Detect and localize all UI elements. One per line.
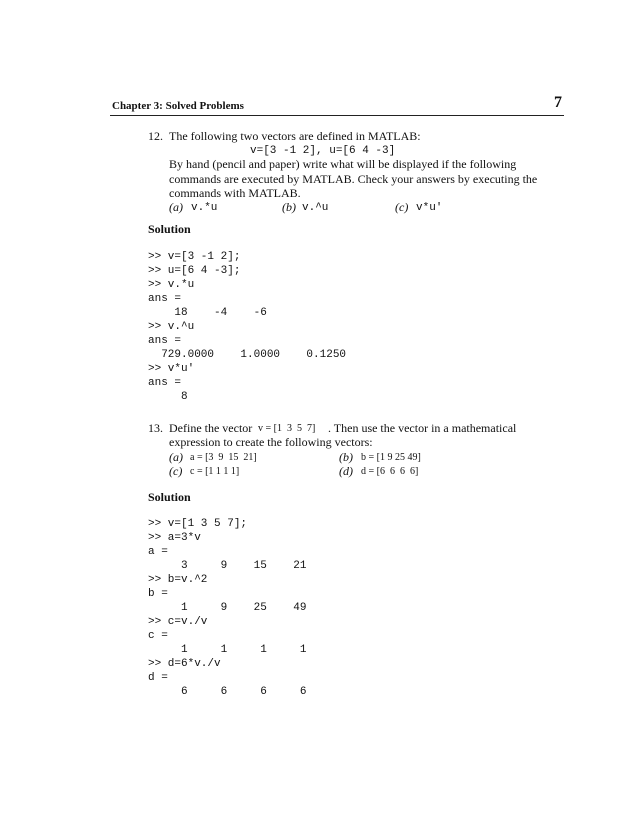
code-line: 6 6 6 6 — [148, 686, 307, 698]
problem-12-solution-heading: Solution — [148, 222, 191, 236]
page-header — [110, 94, 564, 116]
problem-12-part-a-command: v.*u — [191, 202, 218, 214]
code-line: >> u=[6 4 -3]; — [148, 265, 241, 277]
problem-12-line-1: The following two vectors are defined in MATLAB: — [169, 129, 421, 143]
page-number: 7 — [554, 94, 562, 111]
code-line: 729.0000 1.0000 0.1250 — [148, 349, 347, 361]
problem-12-part-b-command: v.^u — [302, 202, 329, 214]
code-line: ans = — [148, 377, 182, 389]
code-line: 3 9 15 21 — [148, 560, 307, 572]
problem-13-line-1-end: . Then use the vector in a mathematical — [328, 421, 517, 435]
chapter-title: Chapter 3: Solved Problems — [112, 100, 244, 112]
problem-12-line-3: commands are executed by MATLAB. Check your answers by executing the — [169, 172, 538, 186]
code-line: ans = — [148, 293, 182, 305]
code-line: >> v=[1 3 5 7]; — [148, 518, 248, 530]
problem-12-line-2: By hand (pencil and paper) write what will be displayed if the following — [169, 157, 517, 171]
code-line: 18 -4 -6 — [148, 307, 267, 319]
code-line: >> c=v./v — [148, 616, 208, 628]
problem-13-part-d-letter: (d) — [339, 464, 353, 478]
problem-13-number: 13. — [148, 421, 163, 435]
problem-13-solution-heading: Solution — [148, 490, 191, 504]
code-line: 1 9 25 49 — [148, 602, 307, 614]
code-line: 8 — [148, 391, 188, 403]
code-line: >> v.*u — [148, 279, 195, 291]
problem-13-line-1-start: Define the vector — [169, 421, 253, 435]
problem-13-part-b-expression: b = [1 9 25 49] — [361, 452, 421, 463]
problem-12-part-b-letter: (b) — [282, 200, 296, 214]
problem-13-line-2: expression to create the following vectors: — [169, 435, 373, 449]
problem-12-part-c-command: v*u' — [416, 202, 443, 214]
problem-13-part-a-letter: (a) — [169, 450, 183, 464]
problem-12-part-c-letter: (c) — [395, 200, 409, 214]
code-line: 1 1 1 1 — [148, 644, 307, 656]
code-line: >> v.^u — [148, 321, 195, 333]
code-line: d = — [148, 672, 168, 684]
problem-13-vector-v: v = [1 3 5 7] — [258, 423, 316, 434]
problem-13-part-c-letter: (c) — [169, 464, 183, 478]
problem-13-part-d-expression: d = [6 6 6 6] — [361, 466, 419, 477]
problem-12-line-4: commands with MATLAB. — [169, 186, 301, 200]
code-line: >> b=v.^2 — [148, 574, 208, 586]
code-line: ans = — [148, 335, 182, 347]
code-line: c = — [148, 630, 168, 642]
code-line: >> a=3*v — [148, 532, 201, 544]
code-line: >> v*u' — [148, 363, 195, 375]
code-line: b = — [148, 588, 168, 600]
problem-13-part-c-expression: c = [1 1 1 1] — [190, 466, 240, 477]
problem-12-vectors-code: v=[3 -1 2], u=[6 4 -3] — [250, 145, 396, 157]
problem-12-part-a-letter: (a) — [169, 200, 183, 214]
code-line: a = — [148, 546, 168, 558]
code-line: >> v=[3 -1 2]; — [148, 251, 241, 263]
problem-12-number: 12. — [148, 129, 163, 143]
problem-13-part-b-letter: (b) — [339, 450, 353, 464]
code-line: >> d=6*v./v — [148, 658, 221, 670]
problem-13-part-a-expression: a = [3 9 15 21] — [190, 452, 257, 463]
